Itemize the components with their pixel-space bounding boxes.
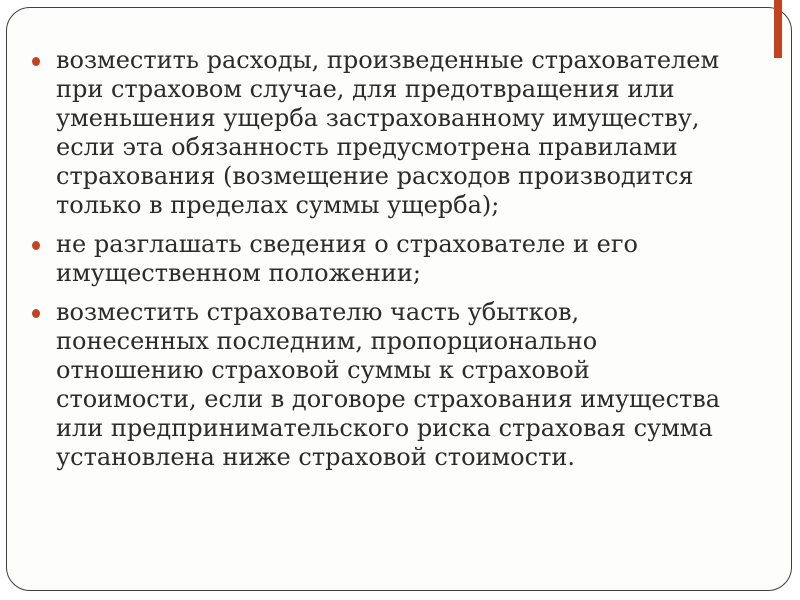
bullet-dot-icon (32, 57, 40, 66)
bullet-item-2 (32, 230, 762, 288)
bullet-list (32, 46, 762, 482)
bullet-item-3 (32, 298, 762, 472)
bullet-text-1: возместить расходы, произведенные страхователем при страховом случае, для предотвращения или уменьшения ущерба застрахованному имуществу, если эта обязанность предусмотрена правилами страхования (возмещение расходов производится только в пределах суммы ущерба); (56, 46, 720, 219)
bullet-text-3: возместить страхователю часть убытков, понесенных последним, пропорционально отношению страховой суммы к страховой стоимости, если в договоре страхования имущества или предпринимательского риска страховая сумма установлена ниже страховой стоимости. (56, 298, 721, 471)
bullet-text-2: не разглашать сведения о страхователе и его имущественном положении; (56, 230, 638, 287)
bullet-dot-icon (32, 241, 40, 250)
bullet-dot-icon (32, 309, 40, 318)
accent-bar (774, 0, 782, 58)
bullet-item-1 (32, 46, 762, 220)
